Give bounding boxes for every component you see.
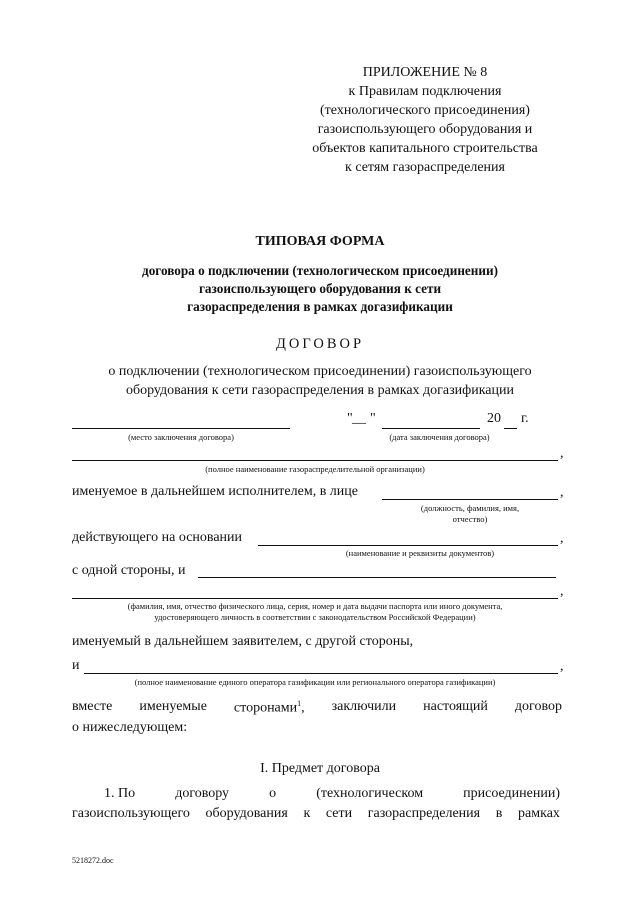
executor-caption: (должность, фамилия, имя, отчество) [420,503,520,524]
contract-subtitle-line: оборудования к сети газораспределения в рамках догазификации [125,383,514,398]
annex-line: к Правилам подключения [348,84,502,99]
date-quote-open: " [347,411,353,426]
basis-label: действующего на основании [72,530,243,545]
paragraph-parties-end: о нижеследующем: [72,720,188,735]
form-subtitle-line: договора о подключении (технологическом присоединении) [142,263,498,278]
contract-subtitle-line: о подключении (технологическом присоединении) газоиспользующего [108,364,532,379]
paragraph-subject-line2: газоиспользующего оборудования к сети газораспределения в рамках [72,806,560,821]
applicant-label: именуемый в дальнейшем заявителем, с другой стороны, [72,634,414,649]
document-id: 5218272.doc [72,856,114,865]
person-line[interactable] [72,598,558,599]
contract-subtitle [0,362,640,400]
year-suffix: г. [521,411,529,426]
comma: , [560,584,564,599]
basis-caption: (наименование и реквизиты документов) [345,548,495,558]
form-subtitle-line: газораспределения в рамках догазификации [187,299,453,314]
annex-line: газоиспользующего оборудования и [317,122,533,137]
comma: , [560,659,564,674]
paragraph-parties: вместе именуемые сторонами$^1$, заключили настоящий договор [72,699,562,716]
side-line[interactable] [198,577,556,578]
annex-line: объектов капитального строительства [312,141,538,156]
and-label: и [72,658,80,673]
org-name-line[interactable] [72,460,558,461]
date-day-blank[interactable]: __ [352,411,366,426]
basis-line[interactable] [258,545,558,546]
paragraph-subject: 1. По договору о (технологическом присоединении) [104,786,560,801]
form-subtitle-line: газоиспользующего оборудования к сети [198,281,442,296]
section-title: I. Предмет договора [260,761,380,776]
date-month-line[interactable] [382,428,480,429]
date-caption: (дата заключения договора) [389,432,490,442]
form-subtitle [0,262,640,316]
executor-label: именуемое в дальнейшем исполнителем, в лице [72,484,358,499]
side-label: с одной стороны, и [72,563,186,578]
form-title: ТИПОВАЯ ФОРМА [255,234,385,249]
annex-number: ПРИЛОЖЕНИЕ № 8 [362,65,488,80]
comma: , [560,531,564,546]
footnote-mark: 1 [297,699,302,708]
annex-line: к сетям газораспределения [345,160,505,175]
operator-line[interactable] [84,673,558,674]
operator-caption: (полное наименование единого оператора газификации или регионального оператора газификации) [134,677,496,687]
annex-header [290,63,560,177]
person-caption: (фамилия, имя, отчество физического лица, серия, номер и дата выдачи паспорта или иного документа, удостоверяющего личность в соответствии с законодательством Российской Федерации) [127,601,503,622]
place-caption: (место заключения договора) [128,432,234,442]
date-quote-close: " [370,411,376,426]
year-line[interactable] [504,428,517,429]
contract-title: ДОГОВОР [275,336,365,352]
place-line[interactable] [72,428,290,429]
executor-line[interactable] [382,499,558,500]
year-prefix: 20 [487,411,501,426]
comma: , [560,485,564,500]
annex-line: (технологического присоединения) [320,103,530,118]
comma: , [560,446,564,461]
org-caption: (полное наименование газораспределительной организации) [205,464,425,474]
